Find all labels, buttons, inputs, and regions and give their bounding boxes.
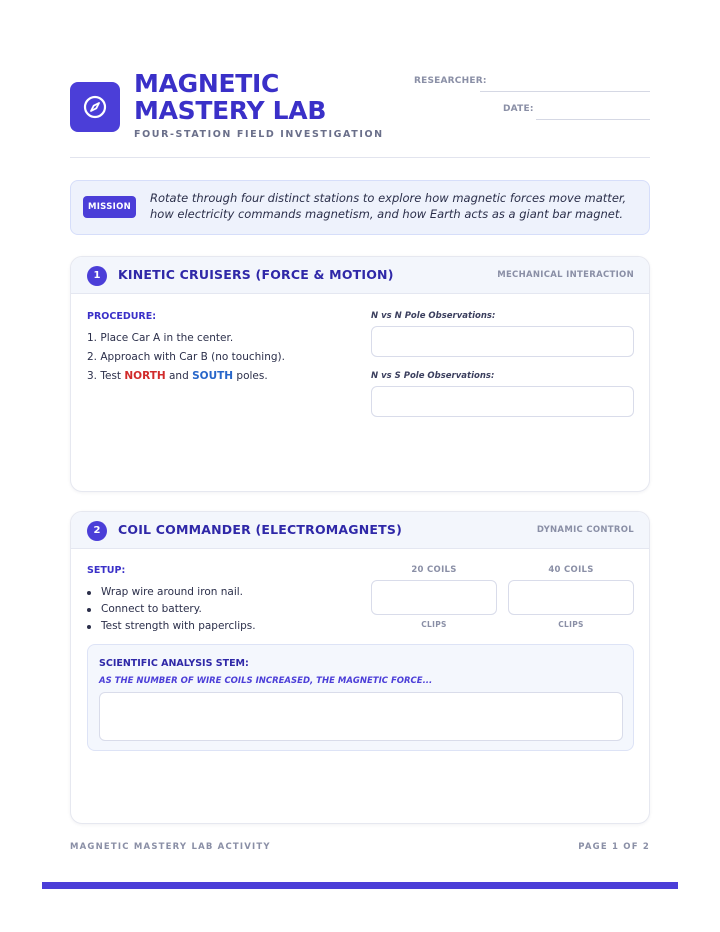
- header-divider: [70, 157, 650, 158]
- analysis-prompt: AS THE NUMBER OF WIRE COILS INCREASED, THE MAGNETIC FORCE...: [99, 676, 433, 686]
- coil-40-unit: CLIPS: [558, 620, 584, 629]
- footer-activity-name: MAGNETIC MASTERY LAB ACTIVITY: [70, 842, 271, 852]
- station-tag: MECHANICAL INTERACTION: [497, 270, 634, 280]
- station-number: 1: [87, 266, 107, 286]
- south-pole-label: SOUTH: [192, 370, 234, 382]
- researcher-label: RESEARCHER:: [414, 76, 487, 86]
- footer-accent-bar: [42, 882, 678, 889]
- mission-text: Rotate through four distinct stations to explore how magnetic forces move matter, how electricity commands magnetism, and how Earth acts as a giant bar magnet.: [150, 191, 627, 221]
- logo-badge: [70, 82, 120, 132]
- analysis-answer-field[interactable]: [99, 692, 623, 741]
- mission-badge: MISSION: [83, 196, 136, 218]
- nn-observation-field[interactable]: [371, 326, 634, 357]
- procedure-list: [87, 331, 285, 388]
- station-card-2: [70, 511, 650, 824]
- mission-banner: [70, 180, 650, 235]
- analysis-panel: [87, 644, 634, 751]
- setup-item: Wrap wire around iron nail.: [87, 585, 256, 602]
- coil-40-label: 40 COILS: [548, 565, 594, 575]
- nn-observation-label: N vs N Pole Observations:: [371, 311, 496, 321]
- ns-observation-field[interactable]: [371, 386, 634, 417]
- analysis-title: SCIENTIFIC ANALYSIS STEM:: [99, 658, 249, 669]
- page-subtitle: FOUR-STATION FIELD INVESTIGATION: [134, 129, 384, 140]
- north-pole-label: NORTH: [124, 370, 166, 382]
- date-label: DATE:: [503, 104, 534, 114]
- station-title: KINETIC CRUISERS (FORCE & MOTION): [118, 267, 394, 282]
- step-text: and: [165, 370, 193, 382]
- setup-item: Connect to battery.: [87, 602, 256, 619]
- ns-observation-label: N vs S Pole Observations:: [371, 371, 495, 381]
- procedure-step: 2. Approach with Car B (no touching).: [87, 351, 285, 363]
- station-tag: DYNAMIC CONTROL: [536, 525, 634, 535]
- coil-40-clips-field[interactable]: [508, 580, 634, 615]
- procedure-step: 1. Place Car A in the center.: [87, 332, 234, 344]
- page-title-line2: MASTERY LAB: [134, 96, 327, 125]
- coil-20-unit: CLIPS: [421, 620, 447, 629]
- page-title: [134, 70, 414, 124]
- station-header: [71, 512, 649, 549]
- footer-page-number: PAGE 1 OF 2: [578, 842, 650, 852]
- station-title: COIL COMMANDER (ELECTROMAGNETS): [118, 522, 402, 537]
- researcher-field[interactable]: [480, 91, 650, 92]
- compass-icon: [82, 94, 108, 120]
- setup-label: SETUP:: [87, 565, 126, 576]
- coil-20-label: 20 COILS: [411, 565, 457, 575]
- station-card-1: [70, 256, 650, 492]
- step-text: 3. Test: [87, 370, 125, 382]
- setup-item: Test strength with paperclips.: [87, 619, 256, 636]
- setup-list: [87, 585, 256, 636]
- station-number: 2: [87, 521, 107, 541]
- coil-20-clips-field[interactable]: [371, 580, 497, 615]
- step-text: poles.: [233, 370, 268, 382]
- procedure-step: [87, 369, 285, 388]
- date-field[interactable]: [536, 119, 650, 120]
- page-title-line1: MAGNETIC: [134, 69, 280, 98]
- procedure-label: PROCEDURE:: [87, 311, 157, 322]
- station-header: [71, 257, 649, 294]
